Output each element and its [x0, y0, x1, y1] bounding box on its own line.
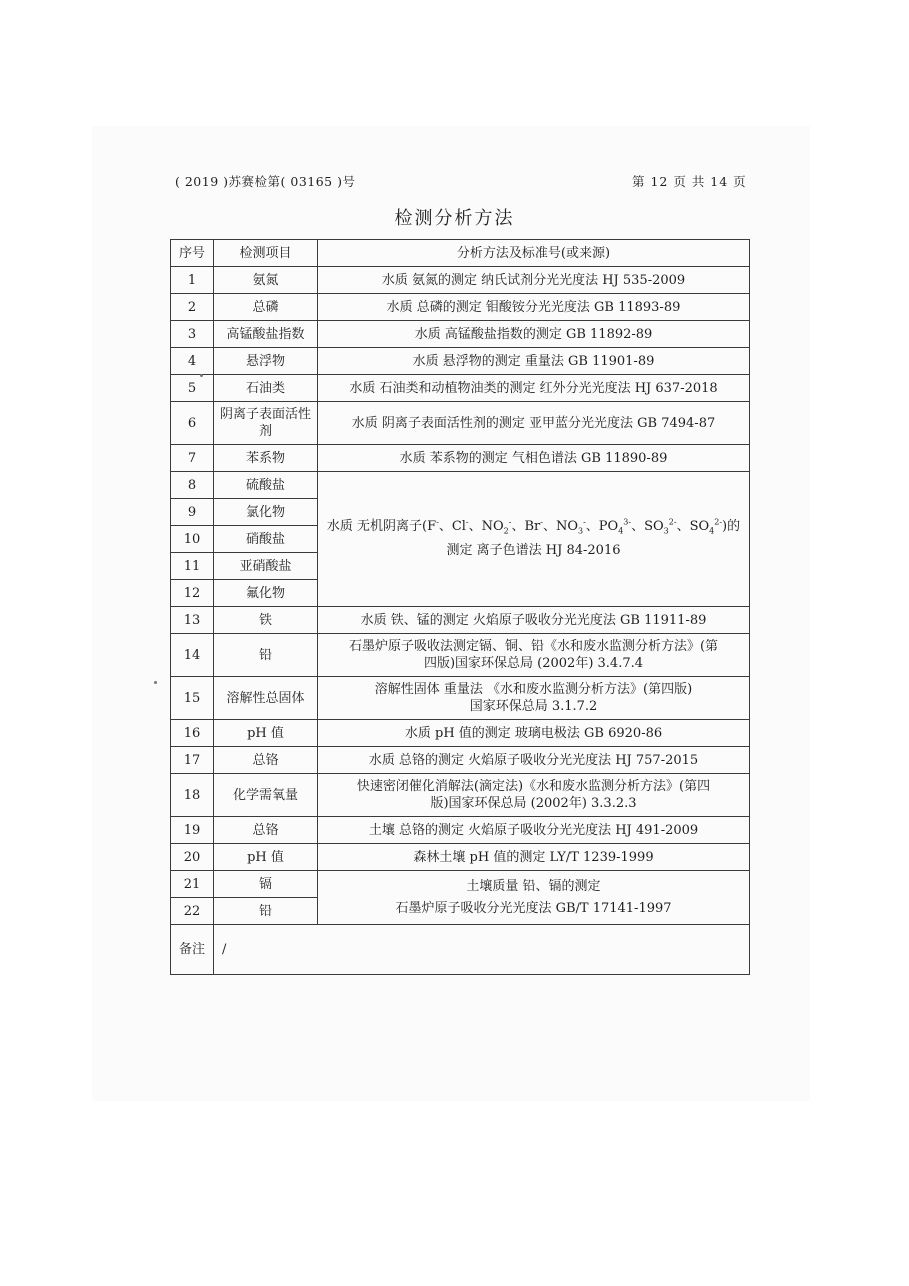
row-method: 水质 阴离子表面活性剂的测定 亚甲蓝分光光度法 GB 7494-87 — [318, 402, 750, 445]
row-no: 16 — [171, 720, 214, 747]
row-item: 高锰酸盐指数 — [214, 321, 318, 348]
row-no: 20 — [171, 844, 214, 871]
anion-method-cell — [318, 472, 750, 607]
row-no: 21 — [171, 871, 214, 898]
row-no: 4 — [171, 348, 214, 375]
page-indicator: 第 12 页 共 14 页 — [632, 174, 747, 189]
method-line: 溶解性固体 重量法 《水和废水监测分析方法》(第四版) — [374, 682, 693, 697]
method-line: 版)国家环保总局 (2002年) 3.3.2.3 — [430, 796, 637, 811]
method-line: 快速密闭催化消解法(滴定法)《水和废水监测分析方法》(第四 — [356, 779, 711, 794]
row-no: 14 — [171, 634, 214, 677]
row-no: 2 — [171, 294, 214, 321]
scan-speck — [200, 374, 203, 377]
anion-method-line2: 测定 离子色谱法 HJ 84-2016 — [446, 543, 621, 558]
row-method: 水质 总铬的测定 火焰原子吸收分光光度法 HJ 757-2015 — [318, 747, 750, 774]
row-no: 13 — [171, 607, 214, 634]
row-item: 总铬 — [214, 747, 318, 774]
remark-value: / — [214, 925, 750, 975]
row-no: 6 — [171, 402, 214, 445]
row-item: 铅 — [214, 898, 318, 925]
soil-method-cell — [318, 871, 750, 925]
method-line: 四版)国家环保总局 (2002年) 3.4.7.4 — [423, 656, 644, 671]
row-no: 3 — [171, 321, 214, 348]
table-row — [171, 774, 750, 817]
scan-speck — [154, 681, 157, 684]
row-method: 水质 悬浮物的测定 重量法 GB 11901-89 — [318, 348, 750, 375]
row-item: 溶解性总固体 — [214, 677, 318, 720]
remark-label: 备注 — [171, 925, 214, 975]
table-row — [171, 747, 750, 774]
soil-method-line2: 石墨炉原子吸收分光光度法 GB/T 17141-1997 — [395, 900, 672, 916]
header-no: 序号 — [171, 240, 214, 267]
row-item: 硝酸盐 — [214, 526, 318, 553]
table-row — [171, 267, 750, 294]
table-header-row — [171, 240, 750, 267]
row-method: 水质 总磷的测定 钼酸铵分光光度法 GB 11893-89 — [318, 294, 750, 321]
row-item: 氟化物 — [214, 580, 318, 607]
row-method — [318, 634, 750, 677]
remark-row — [171, 925, 750, 975]
row-no: 9 — [171, 499, 214, 526]
header-item: 检测项目 — [214, 240, 318, 267]
method-line: 石墨炉原子吸收法测定镉、铜、铅《水和废水监测分析方法》(第 — [348, 639, 719, 654]
row-item: 化学需氧量 — [214, 774, 318, 817]
row-no: 17 — [171, 747, 214, 774]
row-method — [318, 774, 750, 817]
table-row — [171, 321, 750, 348]
table-row — [171, 607, 750, 634]
table-row — [171, 677, 750, 720]
row-no: 12 — [171, 580, 214, 607]
row-no: 8 — [171, 472, 214, 499]
row-no: 7 — [171, 445, 214, 472]
row-no: 10 — [171, 526, 214, 553]
table-row — [171, 817, 750, 844]
row-method: 水质 高锰酸盐指数的测定 GB 11892-89 — [318, 321, 750, 348]
row-no: 19 — [171, 817, 214, 844]
row-item: 镉 — [214, 871, 318, 898]
soil-method-line1: 土壤质量 铅、镉的测定 — [466, 878, 601, 894]
row-method: 森林土壤 pH 值的测定 LY/T 1239-1999 — [318, 844, 750, 871]
row-method: 水质 pH 值的测定 玻璃电极法 GB 6920-86 — [318, 720, 750, 747]
row-no: 18 — [171, 774, 214, 817]
document-number: ( 2019 )苏赛检第( 03165 )号 — [175, 174, 356, 189]
row-method: 水质 苯系物的测定 气相色谱法 GB 11890-89 — [318, 445, 750, 472]
table-row — [171, 472, 750, 499]
row-item: 铅 — [214, 634, 318, 677]
row-method: 水质 石油类和动植物油类的测定 红外分光光度法 HJ 637-2018 — [318, 375, 750, 402]
row-no: 1 — [171, 267, 214, 294]
page-title: 检测分析方法 — [394, 208, 515, 229]
row-method: 水质 氨氮的测定 纳氏试剂分光光度法 HJ 535-2009 — [318, 267, 750, 294]
row-item: 悬浮物 — [214, 348, 318, 375]
table-row — [171, 844, 750, 871]
row-item: pH 值 — [214, 720, 318, 747]
row-item: 苯系物 — [214, 445, 318, 472]
methods-table — [170, 239, 750, 975]
table-row — [171, 634, 750, 677]
table-row — [171, 375, 750, 402]
row-no: 11 — [171, 553, 214, 580]
row-item: 石油类 — [214, 375, 318, 402]
row-item: 总铬 — [214, 817, 318, 844]
row-method — [318, 677, 750, 720]
row-item: 氨氮 — [214, 267, 318, 294]
method-line: 国家环保总局 3.1.7.2 — [469, 699, 598, 714]
row-no: 5 — [171, 375, 214, 402]
table-row — [171, 402, 750, 445]
table-row — [171, 348, 750, 375]
row-item: 硫酸盐 — [214, 472, 318, 499]
row-no: 22 — [171, 898, 214, 925]
row-item: 亚硝酸盐 — [214, 553, 318, 580]
row-item: 氯化物 — [214, 499, 318, 526]
header-method: 分析方法及标准号(或来源) — [318, 240, 750, 267]
row-item: 铁 — [214, 607, 318, 634]
table-row — [171, 871, 750, 898]
row-item: 阴离子表面活性剂 — [214, 402, 318, 445]
table-row — [171, 294, 750, 321]
table-row — [171, 720, 750, 747]
table-row — [171, 445, 750, 472]
row-no: 15 — [171, 677, 214, 720]
row-method: 水质 铁、锰的测定 火焰原子吸收分光光度法 GB 11911-89 — [318, 607, 750, 634]
anion-method-line1: 水质 无机阴离子(F-、Cl-、$NO_2^-$、Br-、$NO_3^-$、$PO_4^{3-}$、$SO_3^{2-}$、$SO_4^{2-}$)的 — [326, 517, 741, 536]
row-method: 土壤 总铬的测定 火焰原子吸收分光光度法 HJ 491-2009 — [318, 817, 750, 844]
row-item: 总磷 — [214, 294, 318, 321]
row-item: pH 值 — [214, 844, 318, 871]
